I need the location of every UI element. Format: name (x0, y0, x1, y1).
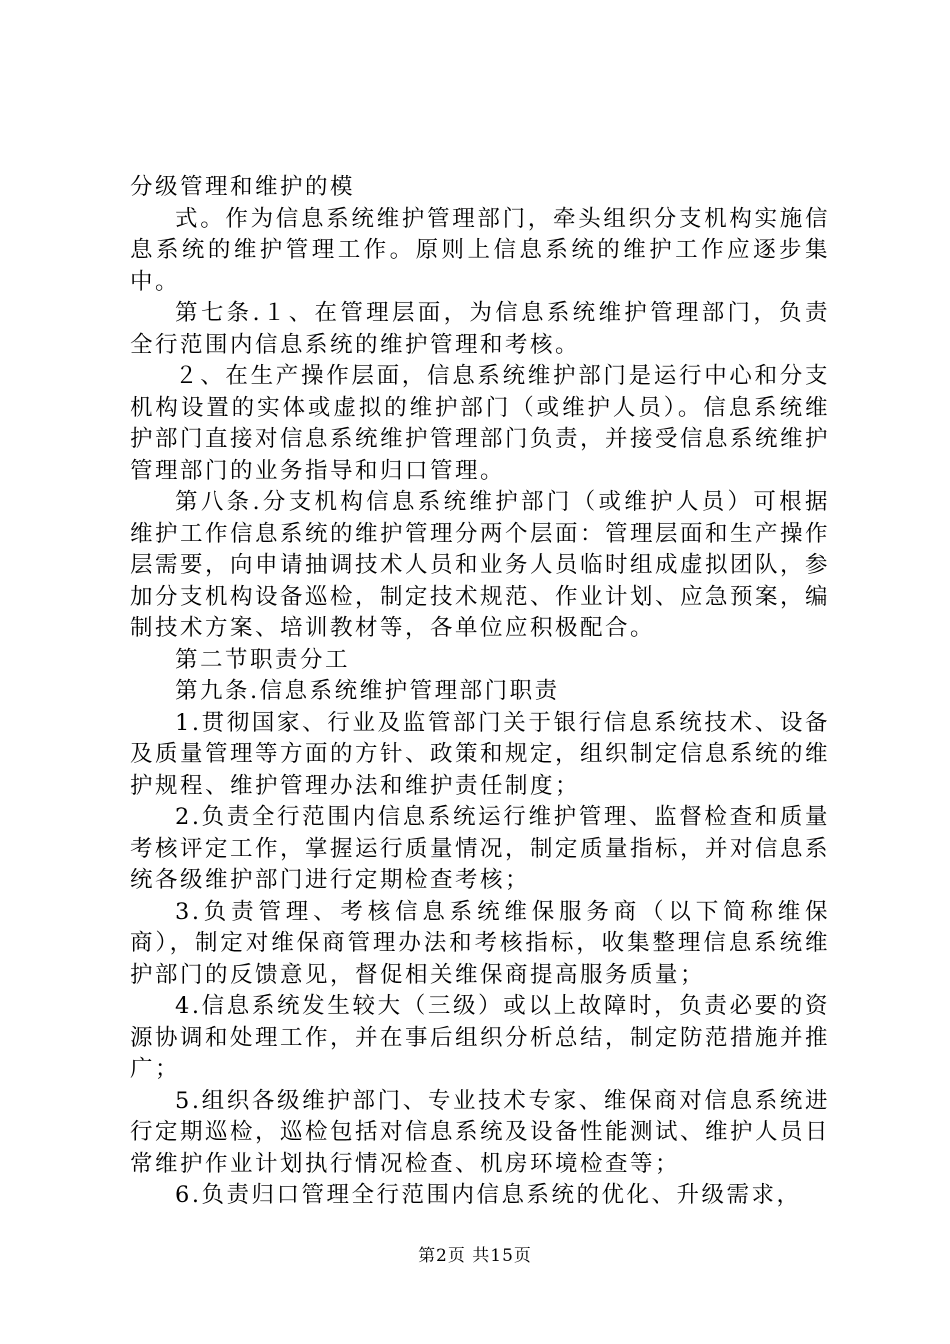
paragraph: ２、在生产操作层面，信息系统维护部门是运行中心和分支机构设置的实体或虚拟的维护部门（或维护人员）。信息系统维护部门直接对信息系统维护管理部门负责，并接受信息系统维护管理部门的业务指导和归口管理。 (130, 363, 831, 484)
document-body (130, 172, 830, 1212)
list-item: 5.组织各级维护部门、专业技术专家、维保商对信息系统进行定期巡检，巡检包括对信息系统及设备性能测试、维护人员日常维护作业计划执行情况检查、机房环境检查等； (130, 1087, 831, 1177)
list-item: 4.信息系统发生较大（三级）或以上故障时，负责必要的资源协调和处理工作，并在事后组织分析总结，制定防范措施并推广； (130, 993, 831, 1082)
paragraph: 式。作为信息系统维护管理部门，牵头组织分支机构实施信息系统的维护管理工作。原则上信息系统的维护工作应逐步集中。 (130, 205, 830, 295)
paragraph-article-7: 第七条.１、在管理层面，为信息系统维护管理部门，负责全行范围内信息系统的维护管理和考核。 (130, 300, 830, 358)
page-number-footer: 第2页 共15页 (418, 1246, 532, 1266)
list-item: 6.负责归口管理全行范围内信息系统的优化、升级需求， (175, 1182, 802, 1208)
list-item: 1.贯彻国家、行业及监管部门关于银行信息系统技术、设备及质量管理等方面的方针、政策和规定，组织制定信息系统的维护规程、维护管理办法和维护责任制度； (130, 709, 831, 799)
section-heading: 第二节职责分工 (175, 646, 351, 673)
list-item: 3.负责管理、考核信息系统维保服务商（以下简称维保商），制定对维保商管理办法和考核指标，收集整理信息系统维护部门的反馈意见，督促相关维保商提高服务质量； (130, 898, 830, 988)
paragraph-article-8: 第八条.分支机构信息系统维护部门（或维护人员）可根据维护工作信息系统的维护管理分两个层面：管理层面和生产操作层需要，向申请抽调技术人员和业务人员临时组成虚拟团队，参加分支机构设备巡检，制定技术规范、作业计划、应急预案，编制技术方案、培训教材等，各单位应积极配合。 (130, 489, 831, 641)
paragraph-article-9: 第九条.信息系统维护管理部门职责 (175, 678, 560, 704)
paragraph-heading-fragment: 分级管理和维护的模 (130, 174, 356, 200)
list-item: 2.负责全行范围内信息系统运行维护管理、监督检查和质量考核评定工作，掌握运行质量情况，制定质量指标，并对信息系统各级维护部门进行定期检查考核； (130, 804, 831, 893)
